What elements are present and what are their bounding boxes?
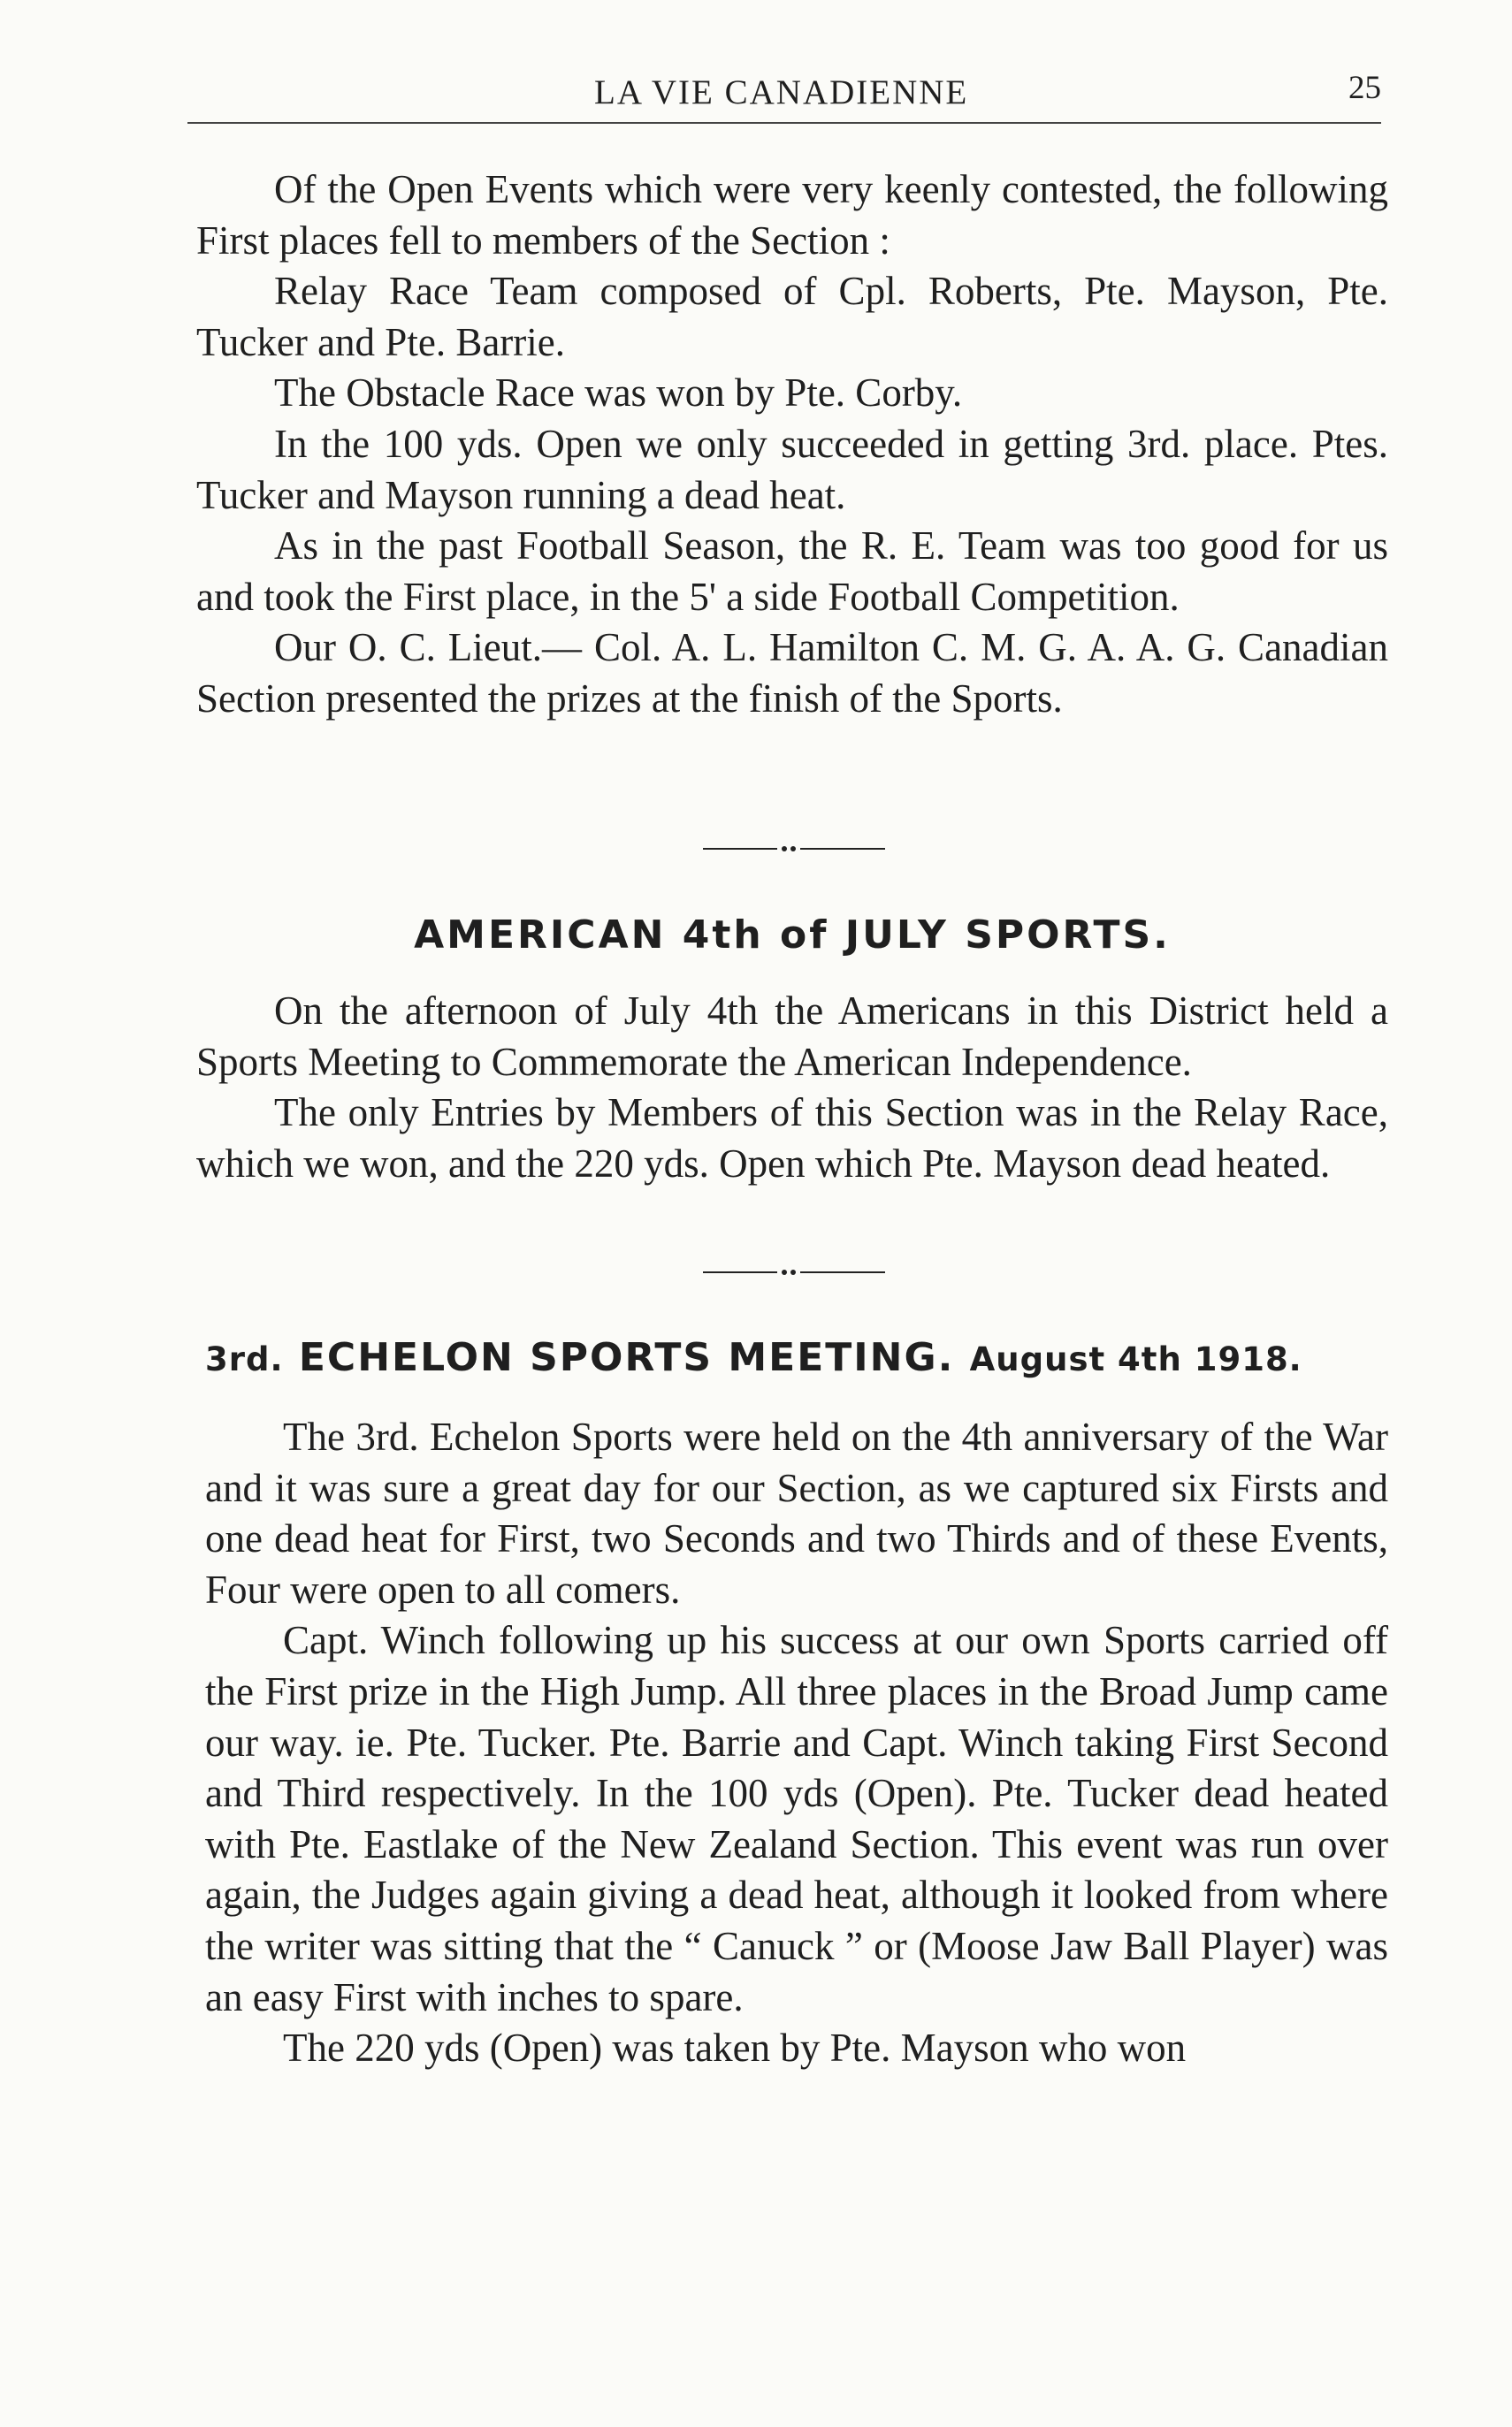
- section-echelon-heading: [205, 1335, 1388, 1380]
- paragraph: As in the past Football Season, the R. E. Team was too good for us and took the First place, in the 5' a side Football Competition.: [196, 523, 1388, 619]
- paragraph: The Obstacle Race was won by Pte. Corby.: [274, 370, 963, 416]
- section-open-events: [196, 164, 1388, 725]
- paragraph: Relay Race Team composed of Cpl. Roberts, Pte. Mayson, Pte. Tucker and Pte. Barrie.: [196, 269, 1388, 364]
- paragraph: The 3rd. Echelon Sports were held on the 4th anniversary of the War and it was sure a great day for our Section, as we captured six Firsts and one dead heat for First, two Seconds and two Thirds and of these Events, Four were open to all comers.: [205, 1415, 1388, 1612]
- page-number: 25: [1348, 70, 1381, 106]
- running-header: [187, 69, 1381, 124]
- paragraph: The only Entries by Members of this Section was in the Relay Race, which we won, and the 220 yds. Open which Pte. Mayson dead heated.: [196, 1090, 1388, 1186]
- heading-prefix: 3rd.: [205, 1340, 284, 1378]
- section-divider: [703, 1270, 885, 1275]
- paragraph: On the afternoon of July 4th the Americans in this District held a Sports Meeting to Commemorate the American Independence.: [196, 988, 1388, 1084]
- paragraph: Our O. C. Lieut.— Col. A. L. Hamilton C. M. G. A. A. G. Canadian Section presented the prizes at the finish of the Sports.: [196, 625, 1388, 721]
- heading-main: ECHELON SPORTS MEETING.: [298, 1335, 955, 1380]
- section-heading: [205, 1335, 1388, 1380]
- paragraph: Capt. Winch following up his success at our own Sports carried off the First prize in the High Jump. All three places in the Broad Jump came our way. ie. Pte. Tucker. Pte. Barrie and Capt. Winch taking First Second and Third respectively. In the 100 yds (Open). Pte. Tucker dead heated with Pte. Eastlake of the New Zealand Section. This event was run over again, the Judges again giving a dead heat, although it looked from where the writer was sitting that the “ Canuck ” or (Moose Jaw Ball Player) was an easy First with inches to spare.: [205, 1618, 1388, 2019]
- heading-date: August 4th 1918.: [969, 1340, 1302, 1378]
- section-echelon-body: [205, 1412, 1388, 2074]
- section-american-body: [196, 986, 1388, 1189]
- section-american-sports: [196, 912, 1388, 958]
- running-title: LA VIE CANADIENNE: [594, 73, 969, 111]
- paragraph: The 220 yds (Open) was taken by Pte. Mayson who won: [283, 2026, 1187, 2071]
- section-heading: AMERICAN 4th of JULY SPORTS.: [414, 912, 1171, 958]
- section-divider: [703, 846, 885, 851]
- paragraph: In the 100 yds. Open we only succeeded in getting 3rd. place. Ptes. Tucker and Mayson running a dead heat.: [196, 421, 1388, 517]
- paragraph: Of the Open Events which were very keenly contested, the following First places fell to members of the Section :: [196, 167, 1388, 263]
